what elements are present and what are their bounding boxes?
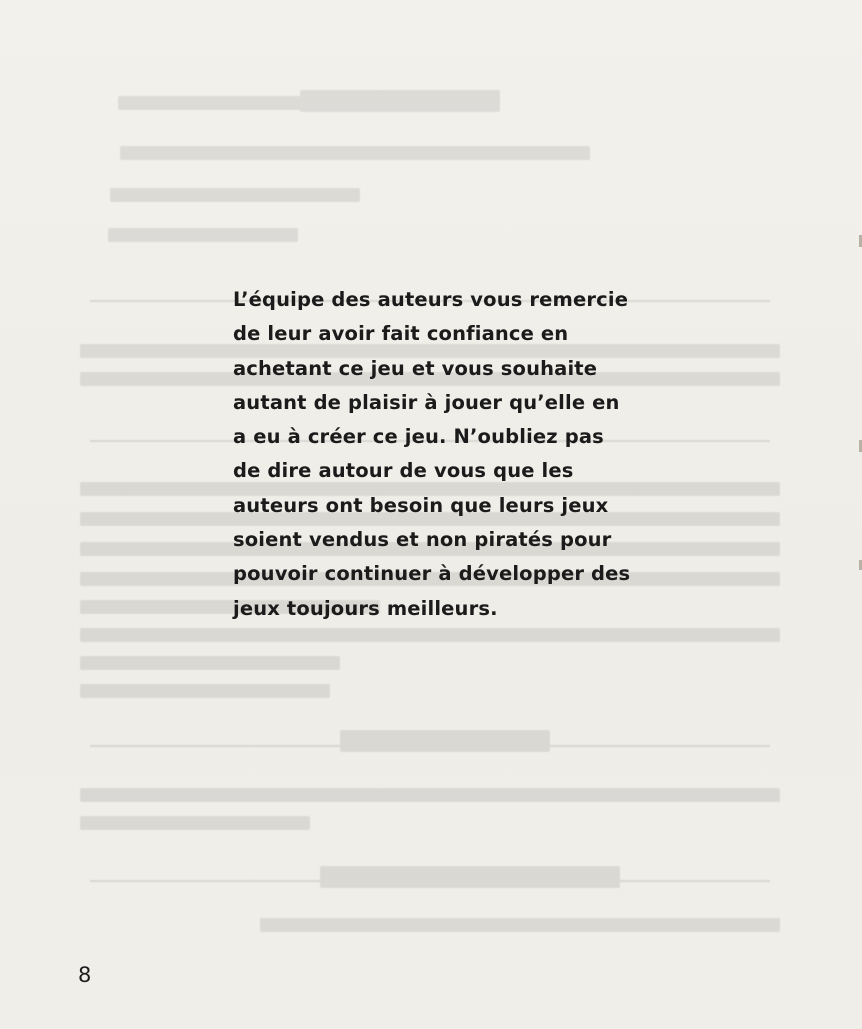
message-line: auteurs ont besoin que leurs jeux [233,493,609,517]
thank-you-message [233,283,633,626]
message-line: soient vendus et non piratés pour [233,528,612,552]
message-line: L’équipe des auteurs vous remercie [233,288,629,311]
message-line: jeux toujours meilleurs. [233,596,498,620]
message-line: a eu à créer ce jeu. N’oubliez pas [233,425,604,449]
message-line: achetant ce jeu et vous souhaite [233,356,598,380]
message-line: de dire autour de vous que les [233,459,574,483]
message-line: autant de plaisir à jouer qu’elle en [233,390,620,414]
message-line: de leur avoir fait confiance en [233,322,569,346]
message-line: pouvoir continuer à développer des [233,562,631,586]
page-number: 8 [78,963,92,987]
